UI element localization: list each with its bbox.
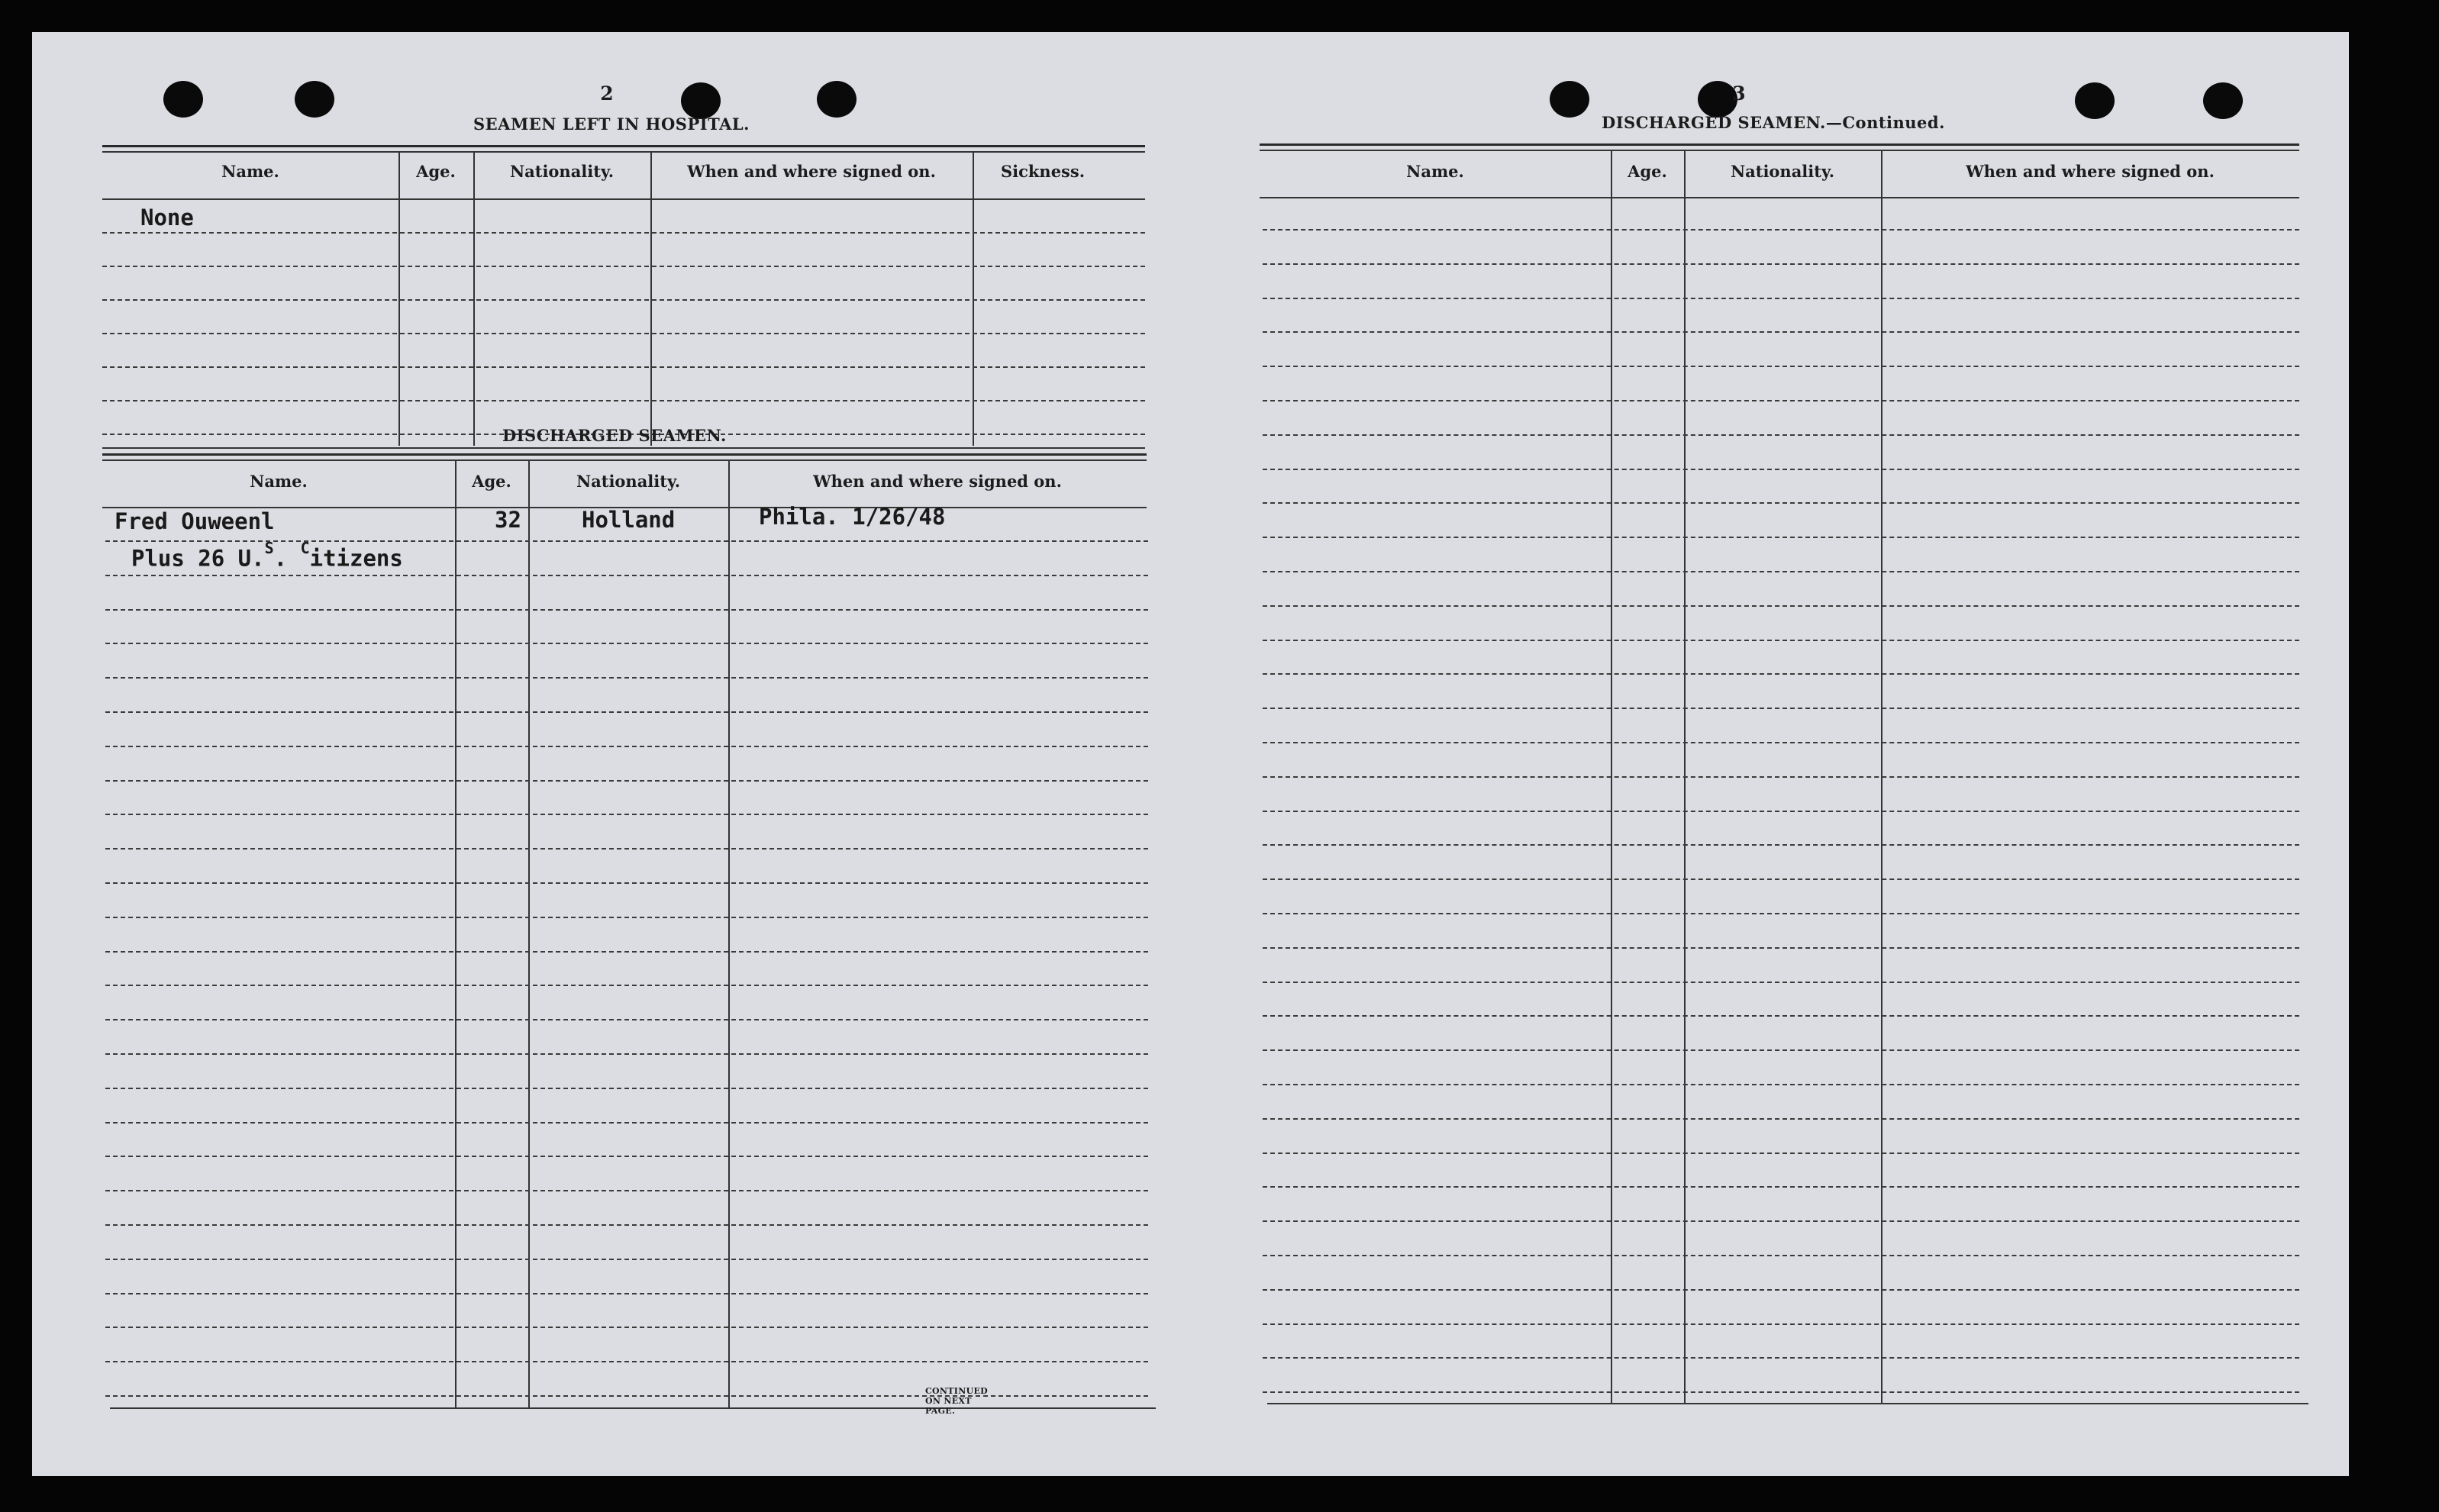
ruled-line (1263, 400, 2299, 401)
ruled-line (102, 333, 1145, 334)
name-2-suffix: itizens (309, 545, 403, 572)
ruled-line (105, 1259, 1148, 1260)
discharged-name-2 (131, 539, 403, 572)
col-header-age: Age. (472, 472, 511, 491)
name-2-prefix: Plus 26 U. (131, 545, 265, 572)
hospital-section-title: SEAMEN LEFT IN HOSPITAL. (473, 114, 750, 134)
ruled-line (105, 1361, 1148, 1362)
col-divider (398, 151, 400, 446)
ruled-line (105, 951, 1148, 953)
ruled-line (1263, 776, 2299, 778)
ruled-line (105, 985, 1148, 986)
name-2-sup-s: S (264, 539, 274, 557)
ruled-line (1263, 502, 2299, 504)
ruled-line (102, 232, 1145, 234)
table-rule (102, 459, 1147, 461)
ruled-line (105, 1019, 1148, 1020)
discharged-section-title: DISCHARGED SEAMEN. (502, 426, 727, 445)
ruled-line (105, 746, 1148, 747)
col-header-nationality: Nationality. (576, 472, 681, 491)
table-rule (102, 447, 1145, 449)
ruled-line (105, 677, 1148, 679)
ruled-line (1263, 298, 2299, 299)
ruled-line (105, 609, 1148, 611)
ruled-line (1263, 1118, 2299, 1120)
ruled-line (105, 643, 1148, 644)
ruled-line (105, 1190, 1148, 1191)
ruled-line (1263, 1153, 2299, 1154)
ruled-line (1263, 605, 2299, 607)
name-2-mid: . (273, 545, 301, 572)
ruled-line (1263, 1084, 2299, 1085)
ruled-line (105, 1327, 1148, 1328)
col-header-age: Age. (1628, 162, 1667, 181)
ruled-line (1263, 434, 2299, 436)
punch-hole (681, 82, 721, 119)
ruled-line (1263, 1357, 2299, 1359)
punch-hole (163, 81, 203, 118)
table-rule (102, 198, 1145, 200)
punch-hole (1550, 81, 1589, 118)
punch-hole (2203, 82, 2243, 119)
ruled-line (1263, 1323, 2299, 1325)
col-header-signed-on: When and where signed on. (813, 472, 1062, 491)
ruled-line (1263, 331, 2299, 333)
ruled-line (1263, 844, 2299, 846)
ruled-line (1263, 1220, 2299, 1222)
ruled-line (105, 1122, 1148, 1124)
col-header-sickness: Sickness. (1000, 162, 1086, 181)
table-rule (1260, 150, 2299, 151)
ruled-line (105, 814, 1148, 815)
ruled-line (105, 848, 1148, 849)
ruled-line (1263, 708, 2299, 709)
ruled-line (1263, 1289, 2299, 1291)
table-rule (1260, 197, 2299, 198)
discharged-nationality-1: Holland (582, 507, 676, 533)
continued-note: CONTINUED ON NEXT PAGE. (925, 1386, 988, 1416)
col-header-name: Name. (250, 472, 308, 491)
ruled-line (105, 1224, 1148, 1226)
ruled-line (105, 1395, 1148, 1397)
ruled-line (1263, 571, 2299, 572)
ruled-line (105, 882, 1148, 884)
table-rule (1260, 143, 2299, 146)
ruled-line (102, 299, 1145, 301)
ruled-line (1263, 640, 2299, 641)
ruled-line (105, 1293, 1148, 1294)
discharged-continued-title: DISCHARGED SEAMEN.—Continued. (1602, 113, 1945, 132)
table-rule (102, 151, 1145, 153)
ruled-line (1263, 1255, 2299, 1256)
col-header-signed-on: When and where signed on. (1966, 162, 2215, 181)
discharged-signed-on-1: Phila. 1/26/48 (759, 504, 946, 530)
col-header-signed-on: When and where signed on. (687, 162, 936, 181)
ruled-line (105, 1088, 1148, 1089)
table-rule (1267, 1403, 2308, 1404)
col-header-name: Name. (1406, 162, 1464, 181)
col-header-nationality: Nationality. (509, 162, 615, 181)
col-divider (973, 151, 974, 446)
page-number-right: 3 (1732, 82, 1746, 105)
discharged-age-1: 32 (495, 507, 521, 533)
ruled-line (1263, 469, 2299, 470)
ruled-line (1263, 673, 2299, 675)
ruled-line (105, 540, 1148, 542)
table-rule (102, 145, 1145, 147)
discharged-name-1: Fred Ouweenl (115, 508, 275, 534)
name-2-sup-c: C (300, 539, 310, 557)
punch-hole (2075, 82, 2115, 119)
ruled-line (1263, 913, 2299, 914)
ruled-line (102, 366, 1145, 368)
ruled-line (102, 266, 1145, 267)
col-divider (455, 459, 457, 1409)
ruled-line (1263, 263, 2299, 265)
ruled-line (105, 780, 1148, 782)
hospital-entry: None (140, 205, 194, 231)
ruled-line (1263, 947, 2299, 949)
table-rule (102, 453, 1147, 456)
ruled-line (105, 1053, 1148, 1055)
col-header-name: Name. (221, 162, 279, 181)
ruled-line (1263, 811, 2299, 812)
ruled-line (1263, 879, 2299, 880)
col-header-age: Age. (416, 162, 456, 181)
ruled-line (105, 917, 1148, 918)
page-number-left: 2 (600, 82, 614, 105)
col-divider (528, 459, 530, 1409)
ruled-line (1263, 982, 2299, 983)
col-divider (473, 151, 475, 446)
table-rule (110, 1407, 1156, 1409)
ruled-line (1263, 366, 2299, 367)
ruled-line (102, 400, 1145, 401)
ruled-line (105, 1156, 1148, 1157)
ruled-line (1263, 1186, 2299, 1188)
ruled-line (105, 575, 1148, 576)
col-divider (728, 459, 730, 1409)
col-header-nationality: Nationality. (1730, 162, 1835, 181)
ruled-line (1263, 1015, 2299, 1017)
punch-hole (817, 81, 857, 118)
ruled-line (1263, 537, 2299, 538)
ruled-line (1263, 229, 2299, 231)
document-sheet (32, 32, 2349, 1476)
ruled-line (1263, 1391, 2299, 1393)
ruled-line (1263, 1049, 2299, 1051)
col-divider (650, 151, 652, 446)
ruled-line (1263, 742, 2299, 743)
punch-hole (295, 81, 334, 118)
ruled-line (105, 711, 1148, 713)
